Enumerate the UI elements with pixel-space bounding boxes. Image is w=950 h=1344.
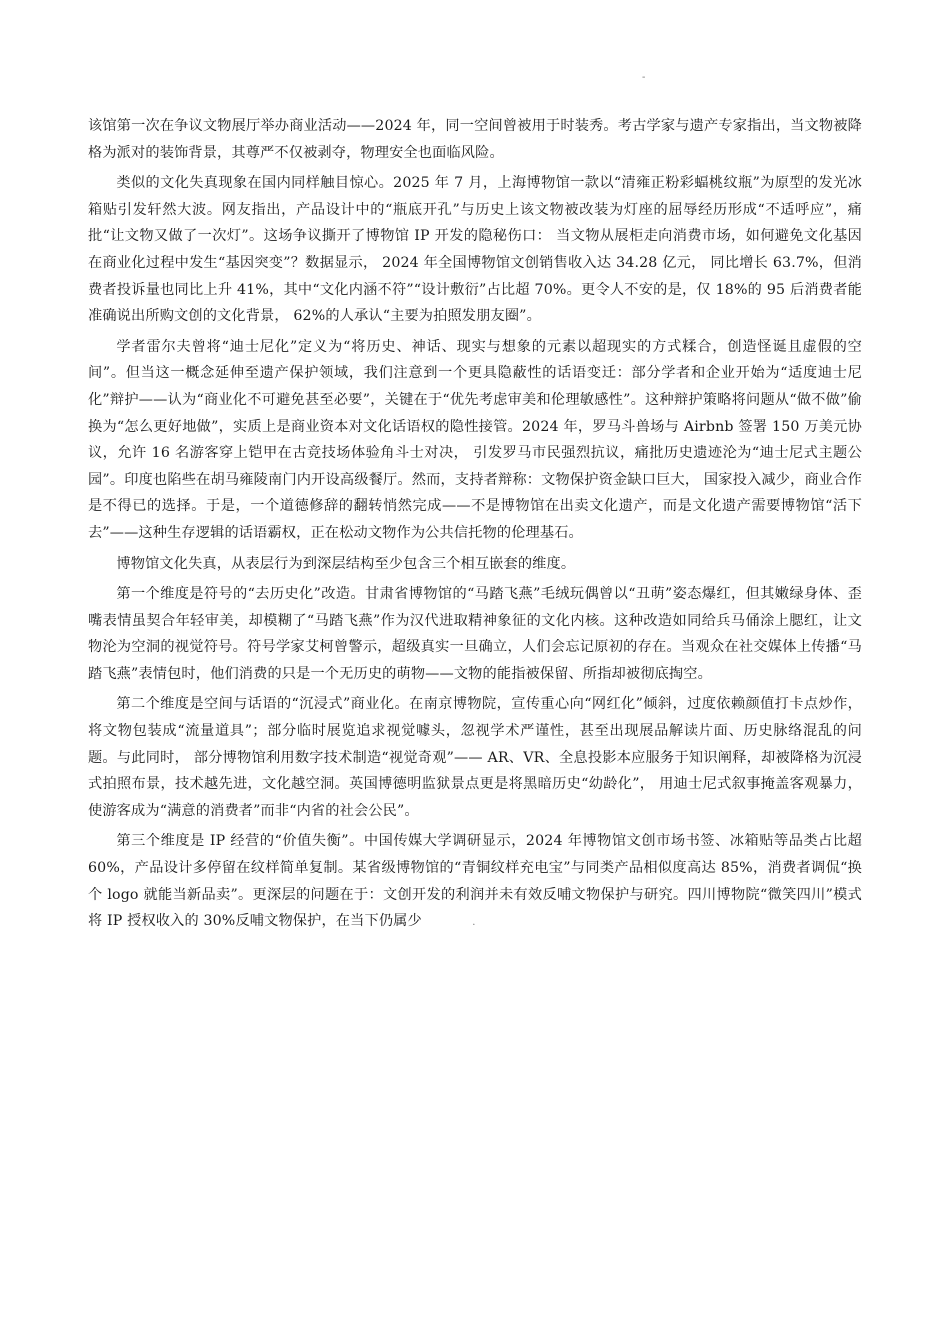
paragraph: 第一个维度是符号的“去历史化”改造。甘肃省博物馆的“马踏飞燕”毛绒玩偶曾以“丑萌”姿态爆红，但其嫩绿身体、歪嘴表情虽契合年轻审美，却模糊了“马踏飞燕”作为汉代进取精神象征的文化内核。这种改造如同给兵马俑涂上腮红，让文物沦为空洞的视觉符号。符号学家艾柯曾警示，超级真实一旦确立，人们会忘记原初的存在。当观众在社交媒体上传播“马踏飞燕”表情包时，他们消费的只是一个无历史的萌物——文物的能指被保留、所指却被彻底掏空。 [88,586,862,682]
article-body [88,113,862,941]
paragraph: 学者雷尔夫曾将“迪士尼化”定义为“将历史、神话、现实与想象的元素以超现实的方式糅合，创造怪诞且虚假的空间”。但当这一概念延伸至遗产保护领域，我们注意到一个更具隐蔽性的话语变迁：部分学者和企业开始为“适度迪士尼化”辩护——认为“商业化不可避免甚至必要”，关键在于“优先考虑审美和伦理敏感性”。这种辩护策略将问题从“做不做”偷换为“怎么更好地做”，实质上是商业资本对文化话语权的隐性接管。2024 年，罗马斗兽场与 Airbnb 签署 150 万美元协议，允许 16 名游客穿上铠甲在古竞技场体验角斗士对决， 引发罗马市民强烈抗议，痛批历史遗迹沦为“迪士尼式主题公园”。印度也陷些在胡马雍陵南门内开设高级餐厅。然而，支持者辩称：文物保护资金缺口巨大， 国家投入减少，商业合作是不得已的选择。于是，一个道德修辞的翻转悄然完成——不是博物馆在出卖文化遗产，而是文化遗产需要博物馆“活下去”——这种生存逻辑的话语霸权，正在松动文物作为公共信托物的伦理基石。 [88,338,862,541]
paragraph: 第二个维度是空间与话语的“沉浸式”商业化。在南京博物院，宣传重心向“网红化”倾斜，过度依赖颜值打卡点炒作，将文物包装成“流量道具”；部分临时展览追求视觉噱头，忽视学术严谨性，甚至出现展品解读片面、历史脉络混乱的问题。与此同时， 部分博物馆利用数字技术制造“视觉奇观”—— AR、VR、全息投影本应服务于知识阐释，却被降格为沉浸式拍照布景，技术越先进，文化越空洞。英国博德明监狱景点更是将黑暗历史“幼龄化”， 用迪士尼式叙事掩盖客观暴力，使游客成为“满意的消费者”而非“内省的社会公民”。 [88,696,862,819]
paragraph-last [88,828,862,936]
paragraph: 类似的文化失真现象在国内同样触目惊心。2025 年 7 月，上海博物馆一款以“清雍正粉彩蝠桃纹瓶”为原型的发光冰箱贴引发轩然大波。网友指出，产品设计中的“瓶底开孔”与历史上该文物被改装为灯座的屈辱经历形成“不适呼应”，痛批“让文物又做了一次灯”。这场争议撕开了博物馆 IP 开发的隐秘伤口： 当文物从展柜走向消费市场，如何避免文化基因在商业化过程中发生“基因突变”？数据显示， 2024 年全国博物馆文创销售收入达 34.28 亿元， 同比增长 63.7%，但消费者投诉量也同比上升 41%，其中“文化内涵不符”“设计敷衍”占比超 70%。更令人不安的是，仅 18%的 95 后消费者能准确说出所购文创的文化背景， 62%的人承认“主要为拍照发朋友圈”。 [88,175,862,325]
paragraph: 博物馆文化失真，从表层行为到深层结构至少包含三个相互嵌套的维度。 [116,555,576,572]
paragraph-continuation: 该馆第一次在争议文物展厅举办商业活动——2024 年，同一空间曾被用于时装秀。考古学家与遗产专家指出，当文物被降格为派对的装饰背景，其尊严不仅被剥夺，物理安全也面临风险。 [88,118,862,161]
paragraph-text: 第三个维度是 IP 经营的“价值失衡”。中国传媒大学调研显示，2024 年博物馆文创市场书签、冰箱贴等品类占比超 60%，产品设计多停留在纹样简单复制。某省级博物馆的“青铜纹样充电宝”与同类产品相似度高达 85%，消费者调侃“换个 logo 就能当新品卖”。更深层的问题在于：文创开发的利润并未有效反哺文物保护与研究。四川博物院“微笑四川”模式将 IP 授权收入的 30%反哺文物保护，在当下仍属少 [88,833,862,930]
page-end-mark: . [472,917,476,929]
page-header-mark: - [642,72,646,83]
